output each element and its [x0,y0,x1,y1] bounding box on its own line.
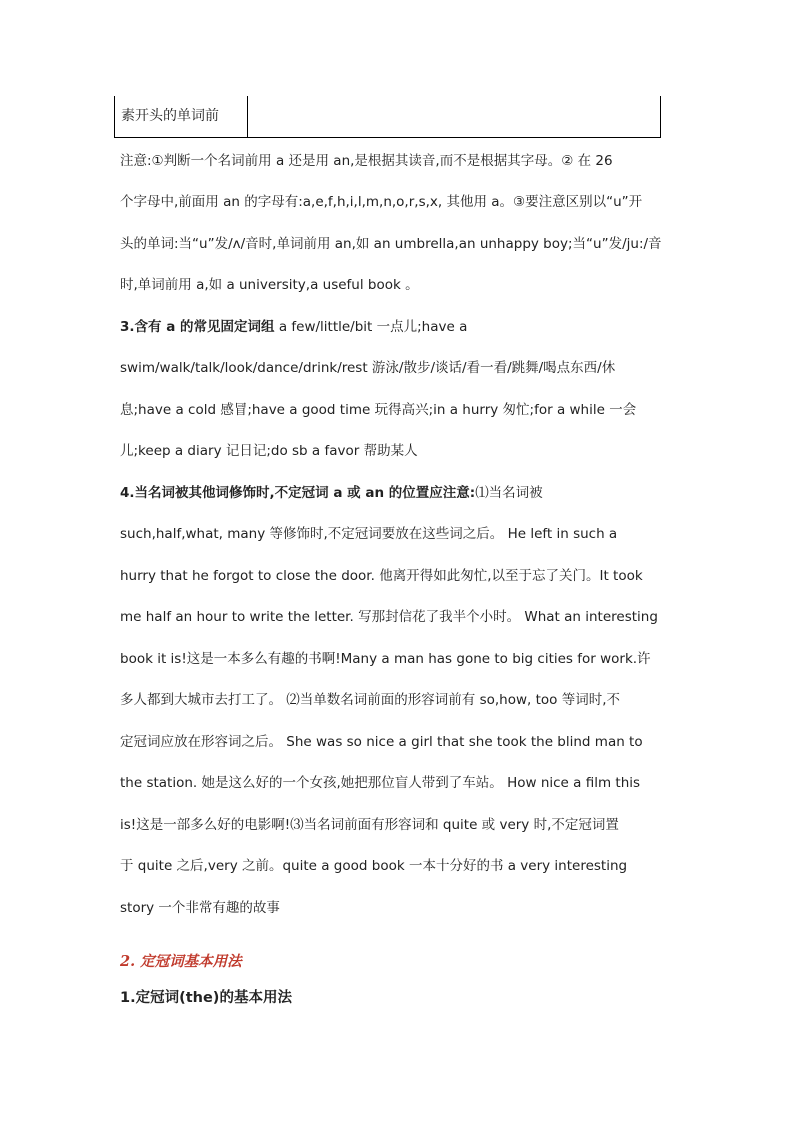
table-fragment [114,96,661,138]
section3-title: 3.含有 a 的常见固定词组 [120,319,275,335]
definite-article-subheading: 1.定冠词(the)的基本用法 [120,990,292,1006]
definite-article-heading: 2. 定冠词基本用法 [120,953,242,970]
note-line-1: 注意:①判断一个名词前用 a 还是用 an,是根据其读音,而不是根据其字母。② 在 26 [120,153,613,169]
note-line-3: 头的单词:当“u”发/ʌ/音时,单词前用 an,如 an umbrella,an unhappy boy;当“u”发/ju:/音 [120,236,662,252]
table-cell-first: 素开头的单词前 [115,96,248,137]
section4-first-line [120,483,543,503]
section3-line-4: 儿;keep a diary 记日记;do sb a favor 帮助某人 [120,443,418,459]
section4-line-4: book it is!这是一本多么有趣的书啊!Many a man has gone to big cities for work.许 [120,651,651,667]
section4-line-6: 定冠词应放在形容词之后。 She was so nice a girl that she took the blind man to [120,734,643,750]
section4-line-8: is!这是一部多么好的电影啊!⑶当名词前面有形容词和 quite 或 very 时,不定冠词置 [120,817,619,833]
section4-line-7: the station. 她是这么好的一个女孩,她把那位盲人带到了车站。 How nice a film this [120,775,641,791]
note-line-2: 个字母中,前面用 an 的字母有:a,e,f,h,i,l,m,n,o,r,s,x, 其他用 a。③要注意区别以“u”开 [120,194,643,210]
section4-line-1: such,half,what, many 等修饰时,不定冠词要放在这些词之后。 He left in such a [120,526,618,542]
section4-line-9: 于 quite 之后,very 之前。quite a good book 一本十分好的书 a very interesting [120,858,628,874]
section4-line-10: story 一个非常有趣的故事 [120,900,280,916]
section3-line-1: a few/little/bit 一点儿;have a [274,319,468,335]
note-line-4: 时,单词前用 a,如 a university,a useful book 。 [120,277,419,293]
section3-line-2: swim/walk/talk/look/dance/drink/rest 游泳/散步/谈话/看一看/跳舞/喝点东西/休 [120,360,616,376]
section4-line-2: hurry that he forgot to close the door. 他离开得如此匆忙,以至于忘了关门。It took [120,568,643,584]
section4-line-3: me half an hour to write the letter. 写那封信花了我半个小时。 What an interesting [120,609,658,625]
section4-line-5: 多人都到大城市去打工了。 ⑵当单数名词前面的形容词前有 so,how, too 等词时,不 [120,692,621,708]
section3-line-3: 息;have a cold 感冒;have a good time 玩得高兴;in a hurry 匆忙;for a while 一会 [120,402,637,418]
section4-title-tail: ⑴当名词被 [475,485,543,501]
section4-title: 4.当名词被其他词修饰时,不定冠词 a 或 an 的位置应注意: [120,485,476,501]
section3-first-line [120,317,467,337]
